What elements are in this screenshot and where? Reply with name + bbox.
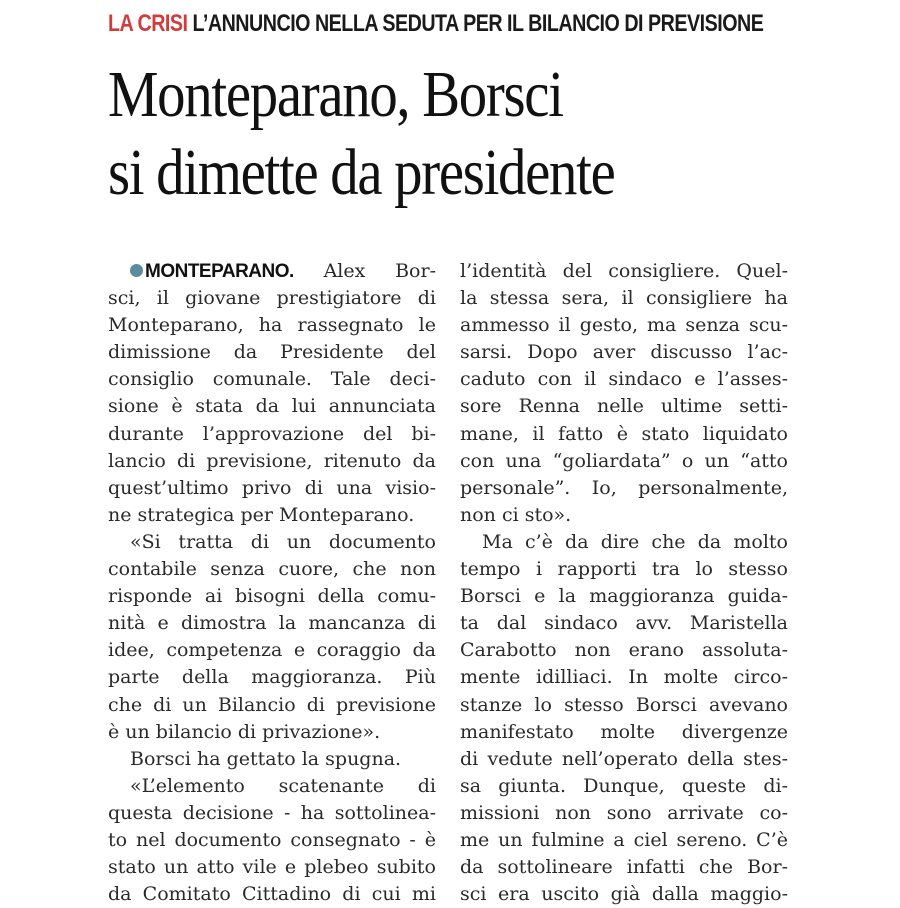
section-tag: LA CRISI — [108, 10, 188, 37]
text-line: la stessa sera, il consigliere ha — [460, 287, 788, 310]
text-line: «L’elemento scatenante di — [130, 774, 436, 797]
text-line: durante l’approvazione del bi- — [108, 422, 436, 445]
text-line: idee, competenza e coraggio da — [108, 639, 436, 662]
text-line: MONTEPARANO. Alex Bor- — [108, 258, 436, 285]
text-line: ta dal sindaco avv. Maristella — [460, 612, 788, 635]
text-line: personale”. Io, personalmente, — [460, 476, 788, 499]
bullet-dot-icon — [130, 264, 143, 277]
text-line: caduto con il sindaco e l’asses- — [460, 368, 788, 391]
article-column-left — [108, 258, 436, 908]
text-line: sa giunta. Dunque, queste di- — [460, 774, 788, 797]
text-line: Carabotto non erano assoluta- — [460, 639, 788, 662]
kicker-text: L’ANNUNCIO NELLA SEDUTA PER IL BILANCIO DI PREVISIONE — [192, 10, 764, 37]
text-line: me un fulmine a ciel sereno. C’è — [460, 828, 788, 851]
text-line: «Si tratta di un documento — [130, 530, 436, 553]
article-column-right — [460, 258, 788, 908]
headline — [108, 56, 615, 212]
text-line: mente idilliaci. In molte circo- — [460, 666, 788, 689]
text-line: stanze lo stesso Borsci avevano — [460, 693, 788, 716]
text-line: consiglio comunale. Tale deci- — [108, 368, 436, 391]
headline-line-1: Monteparano, Borsci — [108, 58, 563, 131]
text-line: risponde ai bisogni della comu- — [108, 585, 436, 608]
dateline: MONTEPARANO. — [145, 261, 294, 282]
text-line: Ma c’è da dire che da molto — [482, 530, 788, 553]
text-line: sore Renna nelle ultime setti- — [460, 395, 788, 418]
text-line: non ci sto». — [460, 503, 572, 526]
text-line: nità e dimostra la mancanza di — [108, 612, 436, 635]
text-line: contabile senza cuore, che non — [108, 558, 436, 581]
text-line: missioni non sono arrivate co- — [460, 801, 788, 824]
text-line: sci, il giovane prestigiatore di — [108, 287, 436, 310]
text-line: da Comitato Cittadino di cui mi — [108, 883, 436, 906]
text-line: l’identità del consigliere. Quel- — [460, 260, 788, 282]
text-line: con una “goliardata” o un “atto — [460, 449, 788, 472]
text-line: sione è stata da lui annunciata — [108, 395, 436, 418]
text-line: lancio di previsione, ritenuto da — [108, 449, 436, 472]
text-line: stato un atto vile e plebeo subito — [108, 856, 436, 879]
text-line: ne strategica per Monteparano. — [108, 503, 415, 526]
text-line: di vedute nell’operato della stes- — [460, 747, 788, 770]
text-line: questa decisione - ha sottolinea- — [108, 801, 436, 824]
text-line: dimissione da Presidente del — [108, 341, 436, 364]
text-line: Borsci ha gettato la spugna. — [130, 747, 402, 770]
text-line: che di un Bilancio di previsione — [108, 693, 436, 716]
text-line: Monteparano, ha rassegnato le — [108, 314, 436, 337]
text-line: ammesso il gesto, ma senza scu- — [460, 314, 788, 337]
text-line: è un bilancio di privazione». — [108, 720, 381, 743]
text-line: da sottolineare infatti che Bor- — [460, 856, 788, 879]
text-line: quest’ultimo privo di una visio- — [108, 476, 436, 499]
text-line: sarsi. Dopo aver discusso l’ac- — [460, 341, 788, 364]
text-line: tempo i rapporti tra lo stesso — [460, 558, 788, 581]
headline-line-2: si dimette da presidente — [108, 136, 615, 209]
text-line: manifestato molte divergenze — [460, 720, 788, 743]
text-line: mane, il fatto è stato liquidato — [460, 422, 788, 445]
text-line: to nel documento consegnato - è — [108, 828, 436, 851]
kicker — [108, 8, 764, 40]
text-line: sci era uscito già dalla maggio- — [460, 883, 788, 906]
text-line: Borsci e la maggioranza guida- — [460, 585, 788, 608]
text-line: parte della maggioranza. Più — [108, 666, 436, 689]
